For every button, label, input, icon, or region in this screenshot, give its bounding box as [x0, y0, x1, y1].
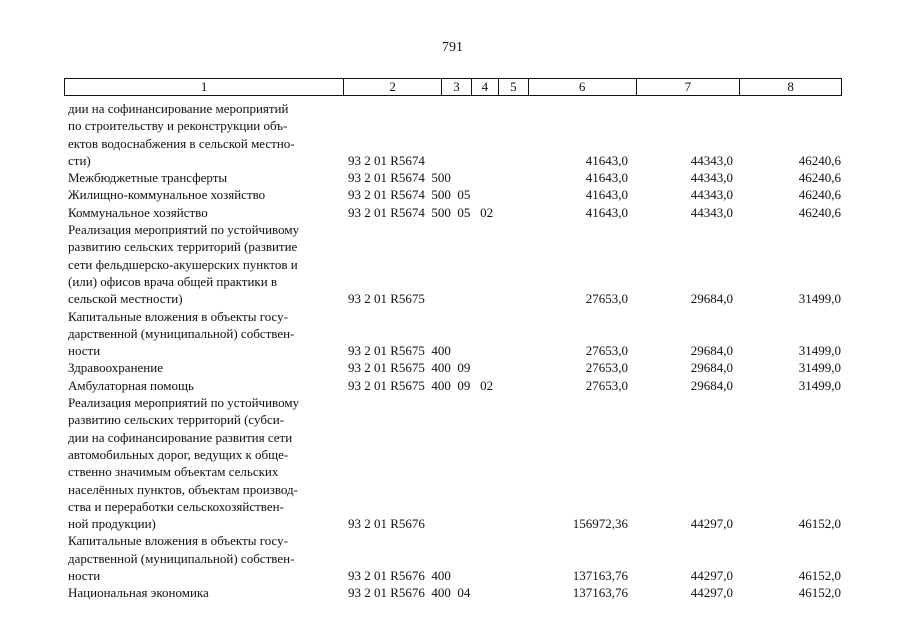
row-name	[68, 532, 336, 584]
row-name	[68, 377, 336, 394]
row-code: 93 2 01 R5676 400 04	[348, 585, 471, 601]
page-number: 791	[442, 40, 463, 55]
row-name-line: ственно значимым объектам сельских	[68, 464, 279, 480]
row-code: 93 2 01 R5675 400 09	[348, 360, 471, 376]
row-value-col7: 44343,0	[690, 170, 733, 186]
row-value-col7: 44343,0	[690, 152, 733, 168]
row-value-col6: 27653,0	[585, 360, 628, 376]
row-value-col6: 137163,76	[572, 568, 628, 584]
row-name-line: ности	[68, 568, 101, 584]
row-name-line: сти)	[68, 152, 91, 168]
header-col-2: 2	[344, 79, 442, 95]
row-value-col8: 46240,6	[798, 187, 841, 203]
table-row	[0, 308, 905, 360]
table-row	[0, 169, 905, 186]
row-name	[68, 308, 336, 360]
row-value-col6: 41643,0	[585, 187, 628, 203]
row-name-line: дии на софинансирование развития сети	[68, 429, 293, 445]
row-name-line: дии на софинансирование мероприятий	[68, 101, 289, 116]
row-value-col8: 46240,6	[798, 204, 841, 220]
row-name-line: развитию сельских территорий (развитие	[68, 239, 298, 255]
row-name-line: Амбулаторная помощь	[68, 377, 194, 393]
row-value-col6: 156972,36	[572, 516, 628, 532]
row-value-col7: 44297,0	[690, 568, 733, 584]
table-row	[0, 532, 905, 584]
row-name	[68, 394, 336, 532]
row-code: 93 2 01 R5674	[348, 152, 425, 168]
row-name	[68, 359, 336, 376]
table-row	[0, 186, 905, 203]
row-name-line: Национальная экономика	[68, 585, 209, 601]
row-code: 93 2 01 R5675	[348, 291, 425, 307]
row-name-line: дарственной (муниципальной) собствен-	[68, 550, 295, 566]
row-name	[68, 204, 336, 221]
row-code: 93 2 01 R5674 500 05	[348, 187, 471, 203]
row-code: 93 2 01 R5676	[348, 516, 425, 532]
row-name-line: развитию сельских территорий (субси-	[68, 412, 285, 428]
table-row	[0, 377, 905, 394]
row-name-line: ной продукции)	[68, 516, 156, 532]
row-name-line: сельской местности)	[68, 291, 183, 307]
row-value-col7: 29684,0	[690, 291, 733, 307]
header-col-3: 3	[442, 79, 472, 95]
header-col-8: 8	[787, 79, 794, 94]
row-name	[68, 221, 336, 307]
row-name	[68, 100, 336, 169]
row-name	[68, 584, 336, 601]
row-name	[68, 169, 336, 186]
row-value-col7: 44343,0	[690, 187, 733, 203]
row-value-col8: 46152,0	[798, 568, 841, 584]
header-col-4: 4	[472, 79, 499, 95]
row-name-line: населённых пунктов, объектам производ-	[68, 481, 298, 497]
table-row	[0, 100, 905, 169]
row-value-col8: 31499,0	[798, 360, 841, 376]
row-name	[68, 186, 336, 203]
row-value-col8: 31499,0	[798, 377, 841, 393]
row-value-col8: 46152,0	[798, 516, 841, 532]
row-value-col7: 44297,0	[690, 516, 733, 532]
row-name-line: Коммунальное хозяйство	[68, 204, 208, 220]
row-name-line: автомобильных дорог, ведущих к обще-	[68, 446, 289, 462]
table-row	[0, 204, 905, 221]
row-name-line: Реализация мероприятий по устойчивому	[68, 395, 300, 411]
row-value-col6: 137163,76	[572, 585, 628, 601]
row-name-line: Здравоохранение	[68, 360, 163, 376]
row-value-col7: 29684,0	[690, 360, 733, 376]
row-name-line: Жилищно-коммунальное хозяйство	[68, 187, 266, 203]
row-name-line: ства и переработки сельскохозяйствен-	[68, 498, 284, 514]
row-value-col6: 41643,0	[585, 152, 628, 168]
row-value-col7: 29684,0	[690, 377, 733, 393]
row-name-line: ности	[68, 343, 101, 359]
header-col-5: 5	[499, 79, 529, 95]
row-value-col6: 27653,0	[585, 291, 628, 307]
table-row	[0, 221, 905, 307]
header-col-1: 1	[65, 79, 344, 95]
row-value-col6: 41643,0	[585, 170, 628, 186]
row-name-line: Капитальные вложения в объекты госу-	[68, 533, 288, 549]
row-code: 93 2 01 R5675 400	[348, 343, 451, 359]
row-value-col7: 44297,0	[690, 585, 733, 601]
header-col-6: 6	[529, 79, 637, 95]
row-code: 93 2 01 R5676 400	[348, 568, 451, 584]
row-value-col7: 29684,0	[690, 343, 733, 359]
header-col-7: 7	[637, 79, 741, 95]
table-row	[0, 359, 905, 376]
row-name-line: (или) офисов врача общей практики в	[68, 273, 278, 289]
row-value-col7: 44343,0	[690, 204, 733, 220]
row-name-line: Реализация мероприятий по устойчивому	[68, 222, 300, 238]
row-code: 93 2 01 R5674 500 05 02	[348, 204, 494, 220]
row-value-col6: 27653,0	[585, 377, 628, 393]
row-value-col8: 31499,0	[798, 291, 841, 307]
row-name-line: дарственной (муниципальной) собствен-	[68, 325, 295, 341]
row-value-col8: 31499,0	[798, 343, 841, 359]
row-value-col8: 46240,6	[798, 170, 841, 186]
row-code: 93 2 01 R5675 400 09 02	[348, 377, 494, 393]
row-name-line: ектов водоснабжения в сельской местно-	[68, 135, 295, 151]
row-name-line: Капитальные вложения в объекты госу-	[68, 308, 288, 324]
row-name-line: по строительству и реконструкции объ-	[68, 118, 288, 134]
row-value-col8: 46152,0	[798, 585, 841, 601]
table-row	[0, 394, 905, 532]
row-name-line: сети фельдшерско-акушерских пунктов и	[68, 256, 298, 272]
row-name-line: Межбюджетные трансферты	[68, 170, 228, 186]
table-row	[0, 584, 905, 601]
row-value-col8: 46240,6	[798, 152, 841, 168]
row-code: 93 2 01 R5674 500	[348, 170, 451, 186]
row-value-col6: 27653,0	[585, 343, 628, 359]
table-header-row	[64, 78, 842, 96]
table-body	[0, 100, 905, 602]
row-value-col6: 41643,0	[585, 204, 628, 220]
